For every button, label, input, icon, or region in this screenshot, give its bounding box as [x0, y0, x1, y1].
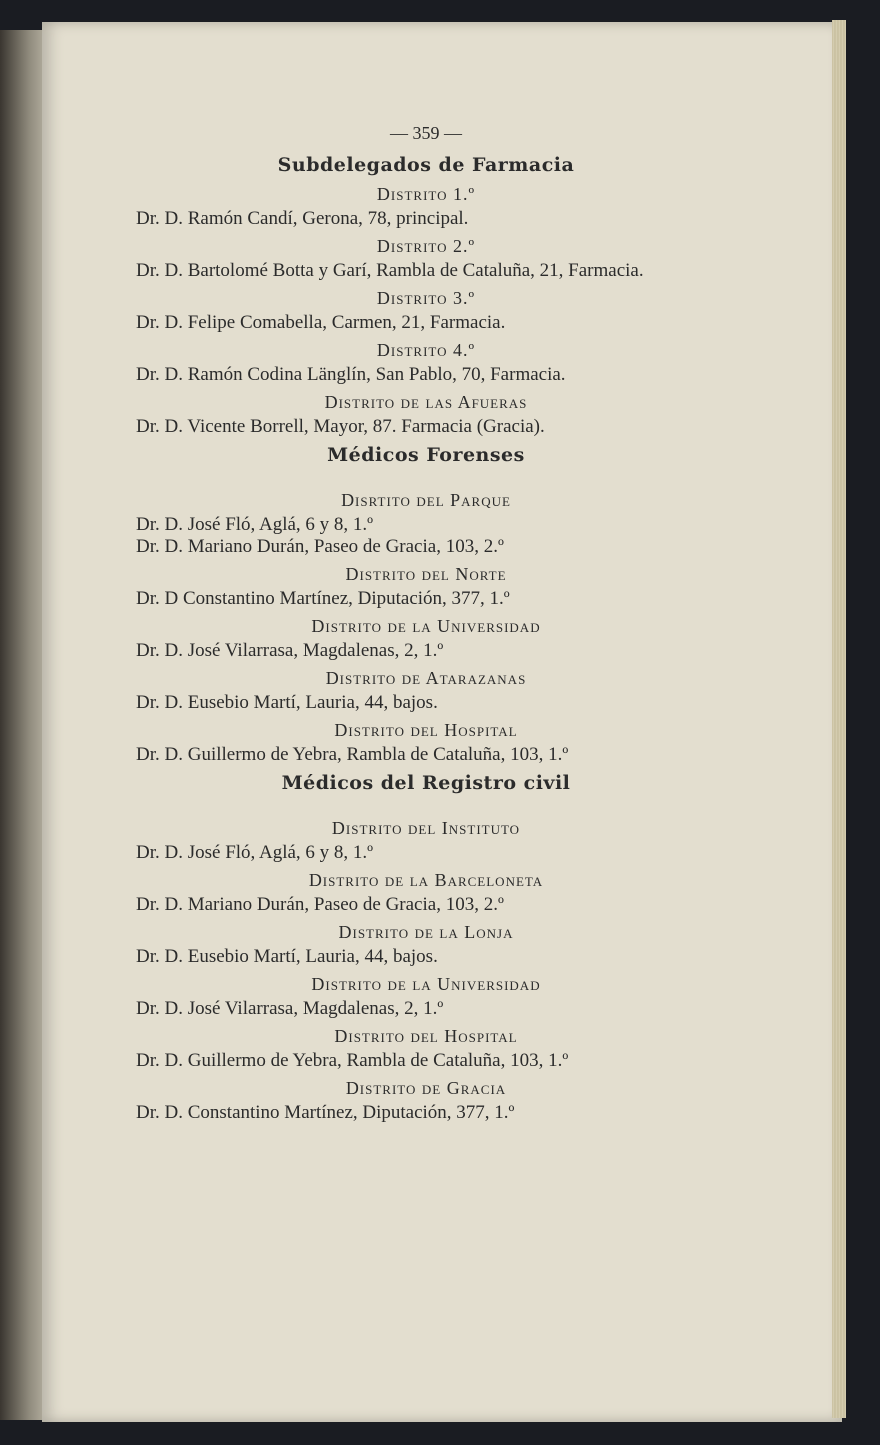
section-heading-registro-civil: Médicos del Registro civil [281, 772, 571, 794]
entry: Dr. D. Guillermo de Yebra, Rambla de Cataluña, 103, 1.º [136, 744, 569, 765]
district-label: Distrito de la Universidad [311, 974, 541, 994]
facing-page-edge [0, 30, 48, 1420]
page-stack-edge [832, 20, 846, 1418]
entry: Dr. D. Guillermo de Yebra, Rambla de Cataluña, 103, 1.º [136, 1050, 569, 1071]
entry: Dr. D. Vicente Borrell, Mayor, 87. Farmacia (Gracia). [136, 416, 545, 437]
entry: Dr. D. José Vilarrasa, Magdalenas, 2, 1.º [136, 640, 444, 661]
entry: Dr. D. Eusebio Martí, Lauria, 44, bajos. [136, 946, 438, 967]
district-label: Distrito del Hospital [334, 1026, 518, 1046]
entry: Dr. D. Constantino Martínez, Diputación, 377, 1.º [136, 1102, 515, 1123]
district-label: Distrito del Instituto [331, 818, 521, 838]
entry: Dr. D. Eusebio Martí, Lauria, 44, bajos. [136, 692, 438, 713]
entry: Dr. D. Ramón Candí, Gerona, 78, principal. [136, 208, 469, 229]
district-label: Distrito 2.º [376, 236, 476, 256]
entry: Dr. D. Felipe Comabella, Carmen, 21, Farmacia. [136, 312, 506, 333]
section-heading-forenses: Médicos Forenses [327, 444, 525, 466]
section-heading-subdelegados: Subdelegados de Farmacia [277, 154, 575, 176]
district-label: Distrito 3.º [376, 288, 476, 308]
page-content [136, 123, 716, 1130]
district-label: Distrito 4.º [376, 340, 476, 360]
district-label: Distrito del Hospital [334, 720, 518, 740]
entry: Dr. D. Ramón Codina Länglín, San Pablo, 70, Farmacia. [136, 364, 566, 385]
spacer [136, 802, 716, 812]
district-label: Distrito de la Universidad [311, 616, 541, 636]
spacer [136, 474, 716, 484]
page-number: — 359 — [390, 123, 462, 143]
entry: Dr. D. José Vilarrasa, Magdalenas, 2, 1.º [136, 998, 444, 1019]
district-label: Distrito de las Afueras [324, 392, 528, 412]
district-label: Distrito de Atarazanas [325, 668, 527, 688]
entry: Dr. D. Bartolomé Botta y Garí, Rambla de Cataluña, 21, Farmacia. [136, 260, 644, 281]
district-label: Disrtito del Parque [341, 490, 511, 510]
entry: Dr. D Constantino Martínez, Diputación, 377, 1.º [136, 588, 510, 609]
district-label: Distrito de Gracia [345, 1078, 507, 1098]
district-label: Distrito del Norte [345, 564, 507, 584]
district-label: Distrito de la Barceloneta [308, 870, 544, 890]
entry: Dr. D. José Fló, Aglá, 6 y 8, 1.º [136, 842, 374, 863]
district-label: Distrito 1.º [376, 184, 476, 204]
entry: Dr. D. Mariano Durán, Paseo de Gracia, 103, 2.º [136, 536, 504, 557]
entry: Dr. D. Mariano Durán, Paseo de Gracia, 103, 2.º [136, 894, 504, 915]
district-label: Distrito de la Lonja [338, 922, 514, 942]
entry: Dr. D. José Fló, Aglá, 6 y 8, 1.º [136, 514, 374, 535]
